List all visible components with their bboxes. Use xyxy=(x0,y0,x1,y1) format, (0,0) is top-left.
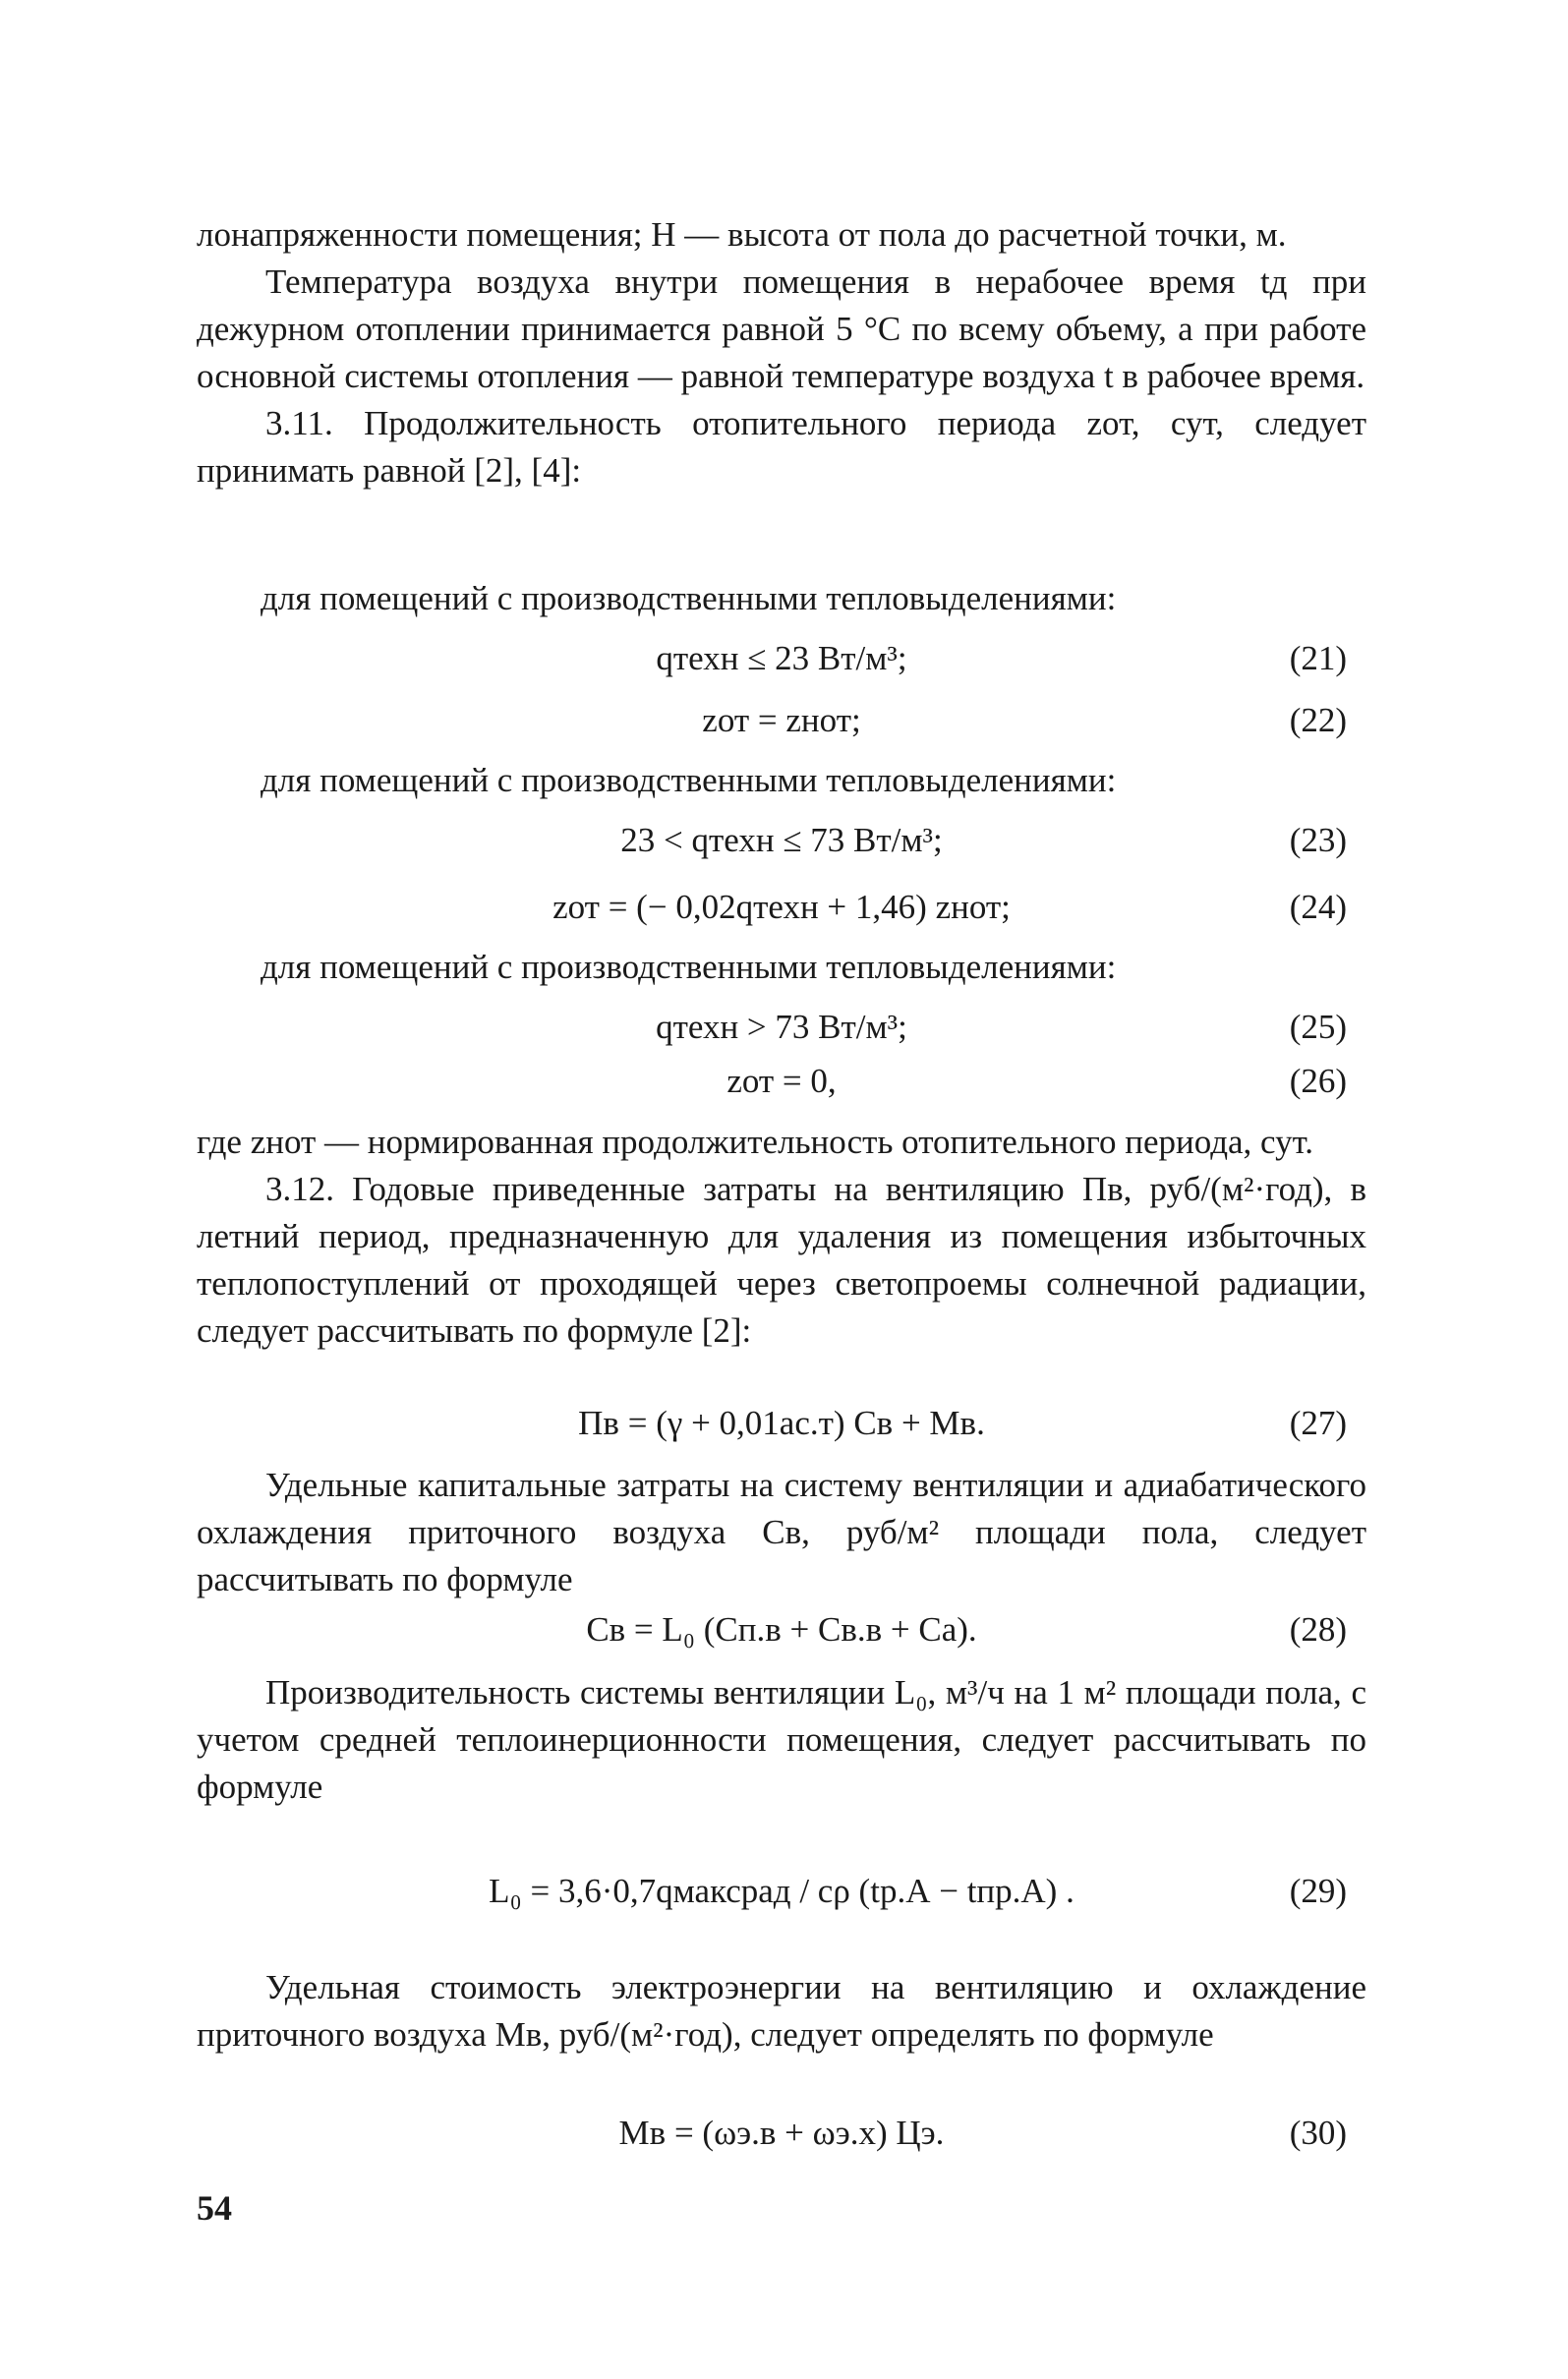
formula-23-number: (23) xyxy=(1289,821,1347,859)
formula-28-number: (28) xyxy=(1289,1610,1347,1649)
paragraph-temperature: Температура воздуха внутри помещения в нерабочее время tд при дежурном отоплении принимается равной 5 °С по всему объему, а при работе основной системы отопления — равной температуре воздуха t в рабочее время. xyxy=(197,262,1366,395)
formula-26-body: zот = 0, xyxy=(726,1062,837,1100)
formula-26-number: (26) xyxy=(1289,1062,1347,1100)
formula-29-body: L₀ = 3,6·0,7qмаксрад / cρ (tр.А − tпр.А) . xyxy=(489,1872,1074,1910)
formula-21-body: qтехн ≤ 23 Вт/м³; xyxy=(656,639,907,677)
formula-23 xyxy=(197,811,1366,870)
formula-28-body: Св = L₀ (Сп.в + Св.в + Са). xyxy=(586,1610,977,1649)
formula-23-body: 23 < qтехн ≤ 73 Вт/м³; xyxy=(620,821,943,859)
formula-29-number: (29) xyxy=(1289,1872,1347,1910)
formula-26 xyxy=(197,1052,1366,1111)
condition-line-2: для помещений с производственными тепловыделениями: xyxy=(261,761,1117,799)
formula-29 xyxy=(197,1848,1366,1937)
formula-21-number: (21) xyxy=(1289,639,1347,677)
formula-25-number: (25) xyxy=(1289,1008,1347,1046)
condition-line-1: для помещений с производственными тепловыделениями: xyxy=(261,579,1117,617)
paragraph-capital-costs: Удельные капитальные затраты на систему вентиляции и адиабатического охлаждения приточного воздуха Св, руб/м² площади пола, следует рассчитывать по формуле xyxy=(197,1466,1366,1598)
text-block-top xyxy=(197,211,1366,494)
formula-27 xyxy=(197,1394,1366,1453)
text-block-capital xyxy=(197,1462,1366,1603)
paragraph-electricity: Удельная стоимость электроэнергии на вентиляцию и охлаждение приточного воздуха Мв, руб/(м²·год), следует определять по формуле xyxy=(197,1968,1366,2054)
formula-30-number: (30) xyxy=(1289,2114,1347,2152)
formula-27-body: Пв = (γ + 0,01aс.т) Св + Мв. xyxy=(578,1404,985,1442)
paragraph-3-11: 3.11. Продолжительность отопительного периода zот, сут, следует принимать равной [2], [4]: xyxy=(197,404,1366,490)
paragraph-continuation: лонапряженности помещения; Н — высота от пола до расчетной точки, м. xyxy=(197,215,1287,254)
formula-24 xyxy=(197,878,1366,937)
formula-22-body: zот = zнот; xyxy=(702,701,861,739)
formula-30 xyxy=(197,2104,1366,2163)
formula-21 xyxy=(197,629,1366,688)
text-block-ventilation xyxy=(197,1669,1366,1811)
formula-22 xyxy=(197,691,1366,750)
text-block-electricity xyxy=(197,1964,1366,2059)
page-number: 54 xyxy=(197,2188,232,2228)
text-block-middle xyxy=(197,1119,1366,1355)
formula-30-body: Мв = (ωэ.в + ωэ.х) Цэ. xyxy=(618,2114,945,2152)
condition-line-3: для помещений с производственными тепловыделениями: xyxy=(261,948,1117,986)
paragraph-3-12: 3.12. Годовые приведенные затраты на вентиляцию Пв, руб/(м²·год), в летний период, предназначенную для удаления из помещения избыточных теплопоступлений от проходящей через светопроемы солнечной радиации, следует рассчитывать по формуле [2]: xyxy=(197,1170,1366,1350)
formula-25-body: qтехн > 73 Вт/м³; xyxy=(656,1008,907,1046)
paragraph-where: где zнот — нормированная продолжительность отопительного периода, сут. xyxy=(197,1123,1314,1161)
formula-27-number: (27) xyxy=(1289,1404,1347,1442)
formula-22-number: (22) xyxy=(1289,701,1347,739)
paragraph-ventilation-capacity: Производительность системы вентиляции L₀, м³/ч на 1 м² площади пола, с учетом средней теплоинерционности помещения, следует рассчитывать по формуле xyxy=(197,1673,1366,1806)
formula-24-body: zот = (− 0,02qтехн + 1,46) zнот; xyxy=(552,888,1011,926)
formula-28 xyxy=(197,1600,1366,1659)
formula-25 xyxy=(197,998,1366,1057)
formula-24-number: (24) xyxy=(1289,888,1347,926)
